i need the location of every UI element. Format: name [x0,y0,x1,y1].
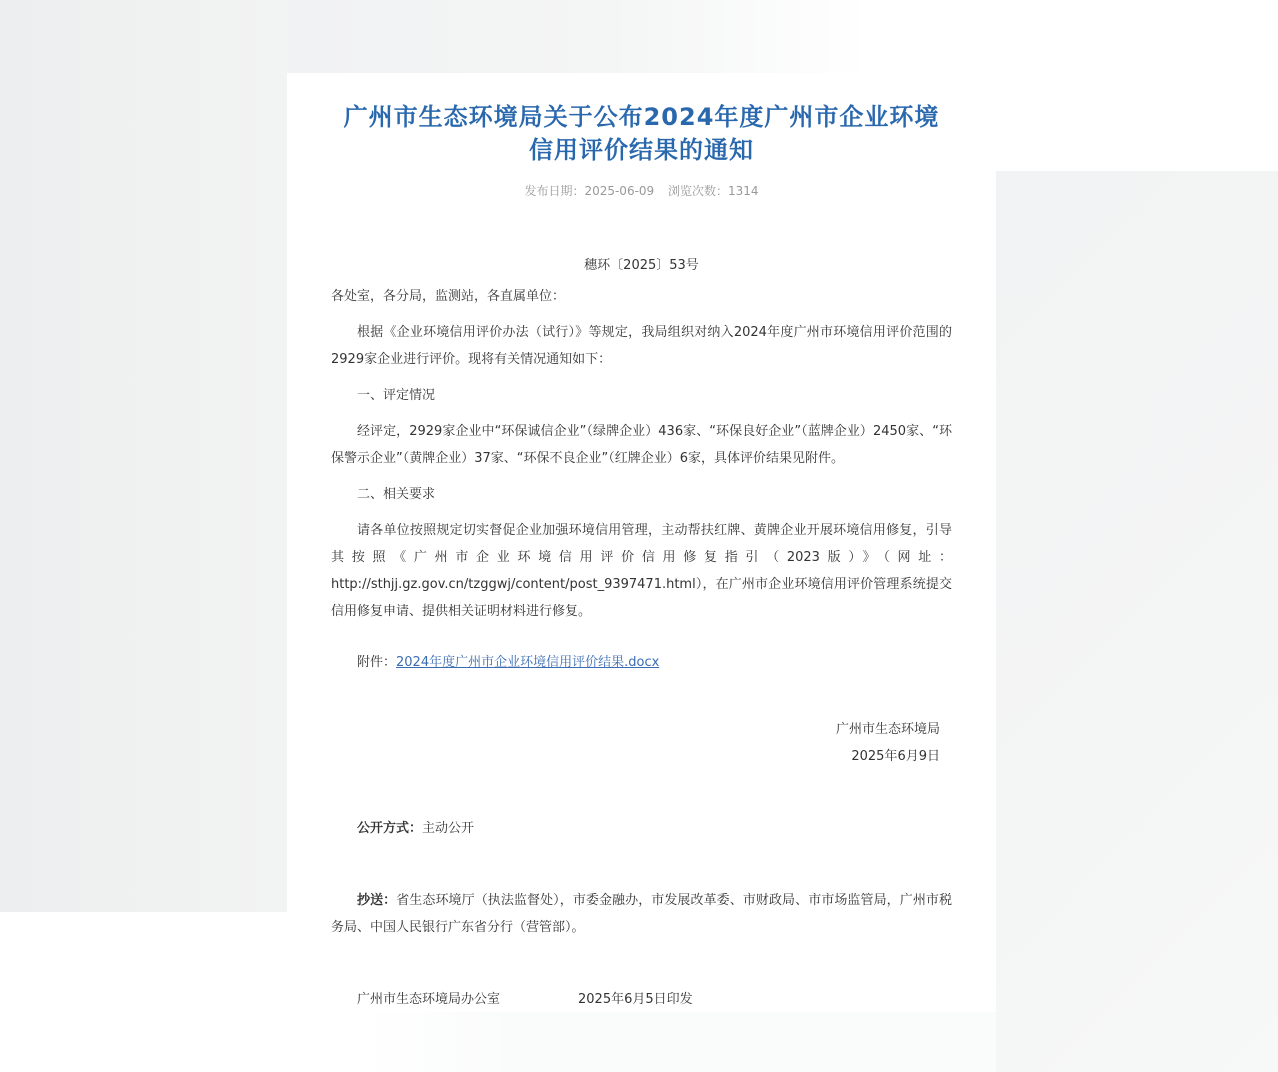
cc-label: 抄送： [357,893,397,908]
attachment-label: 附件： [357,655,397,670]
cc-row [331,887,952,941]
open-mode-label: 公开方式： [357,821,423,836]
background-right-band [996,171,1278,1072]
paragraph-intro: 根据《企业环境信用评价办法（试行）》等规定，我局组织对纳入2024年度广州市环境信用评价范围的2929家企业进行评价。现将有关情况通知如下： [331,325,952,367]
footer-line [331,986,952,1013]
background-left-band [0,0,287,912]
document-number: 穗环〔2025〕53号 [584,258,699,273]
salutation: 各处室，各分局，监测站，各直属单位： [331,289,566,304]
paragraph-requirements: 请各单位按照规定切实督促企业加强环境信用管理，主动帮扶红牌、黄牌企业开展环境信用修复，引导其按照《广州市企业环境信用评价信用修复指引（2023版）》（网址：http://sthjj.gz.gov.cn/tzggwj/content/post_9397471.html），在广州市企业环境信用评价管理系统提交信用修复申请、提供相关证明材料进行修复。 [331,523,952,619]
article-meta [331,183,952,200]
attachment-row [331,649,952,676]
publish-date: 发布日期：2025-06-09 [524,184,655,198]
section-heading-1: 一、评定情况 [357,388,436,403]
footer-print-date: 2025年6月5日印发 [578,992,693,1007]
signature-block [331,716,952,770]
background-top-strip [287,0,870,73]
footer-office: 广州市生态环境局办公室 [357,992,501,1007]
section-heading-2: 二、相关要求 [357,487,436,502]
open-mode-row [331,815,952,842]
background-bottom-strip [360,1012,996,1072]
attachment-link[interactable]: 2024年度广州市企业环境信用评价结果.docx [396,655,660,670]
open-mode-value: 主动公开 [422,821,475,836]
signature-date: 2025年6月9日 [851,749,940,764]
notice-article-panel [287,73,996,1010]
paragraph-results: 经评定，2929家企业中“环保诚信企业”（绿牌企业）436家、“环保良好企业”（蓝牌企业）2450家、“环保警示企业”（黄牌企业）37家、“环保不良企业”（红牌企业）6家，具体评价结果见附件。 [331,424,952,466]
view-count: 浏览次数：1314 [668,184,759,198]
cc-text: 省生态环境厅（执法监督处），市委金融办，市发展改革委、市财政局、市市场监管局，广州市税务局、中国人民银行广东省分行（营管部）。 [331,893,952,935]
page-title: 广州市生态环境局关于公布2024年度广州市企业环境信用评价结果的通知 [343,103,940,164]
signature-issuer: 广州市生态环境局 [835,722,940,737]
